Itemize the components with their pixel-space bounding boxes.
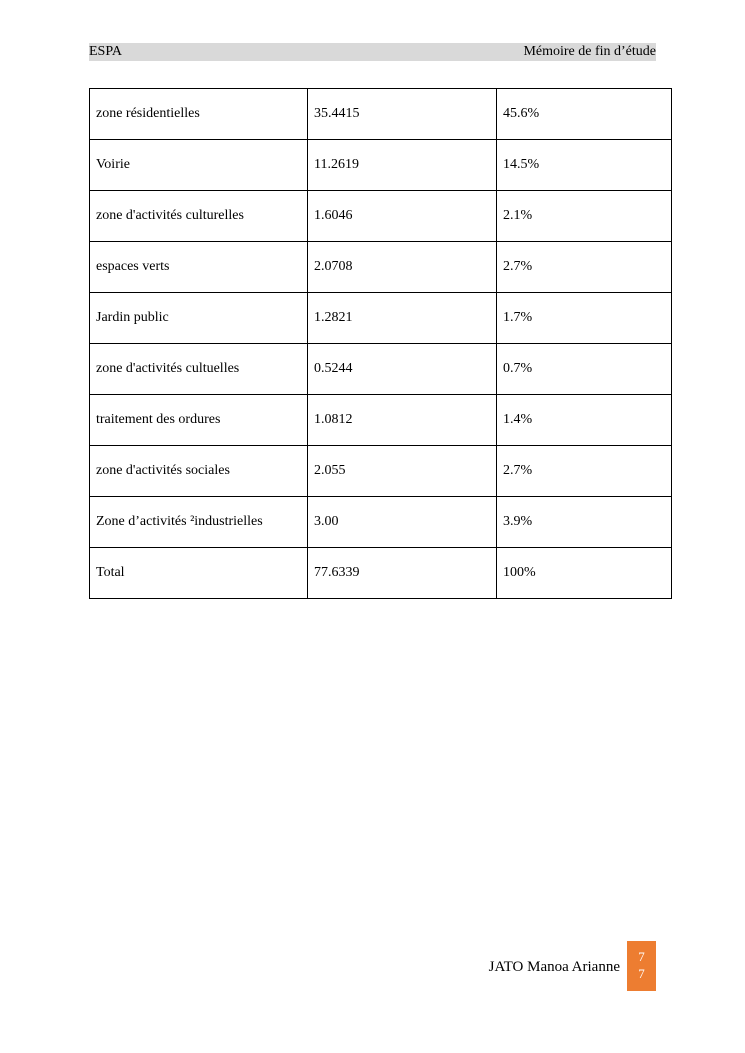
- table-row: [90, 242, 672, 293]
- row-area: 11.2619: [308, 140, 497, 191]
- table-total-row: [90, 548, 672, 599]
- row-percent: 1.4%: [497, 395, 672, 446]
- page-number-digit: 7: [638, 949, 645, 964]
- page-number-badge: [627, 941, 656, 991]
- header-document-title: Mémoire de fin d’étude: [523, 44, 656, 59]
- row-area: 2.0708: [308, 242, 497, 293]
- table-row: [90, 446, 672, 497]
- row-label: traitement des ordures: [90, 395, 308, 446]
- row-label: zone résidentielles: [90, 89, 308, 140]
- table-row: [90, 395, 672, 446]
- row-area: 0.5244: [308, 344, 497, 395]
- total-label: Total: [90, 548, 308, 599]
- row-label: zone d'activités cultuelles: [90, 344, 308, 395]
- table-row: [90, 191, 672, 242]
- table-row: [90, 344, 672, 395]
- row-label: zone d'activités culturelles: [90, 191, 308, 242]
- row-percent: 45.6%: [497, 89, 672, 140]
- page-header: [89, 43, 656, 61]
- row-area: 1.6046: [308, 191, 497, 242]
- header-school: ESPA: [89, 44, 122, 59]
- row-percent: 0.7%: [497, 344, 672, 395]
- page-number-digit: 7: [638, 966, 645, 981]
- row-area: 1.0812: [308, 395, 497, 446]
- row-percent: 2.7%: [497, 446, 672, 497]
- row-percent: 2.1%: [497, 191, 672, 242]
- row-label: Voirie: [90, 140, 308, 191]
- row-area: 2.055: [308, 446, 497, 497]
- row-percent: 2.7%: [497, 242, 672, 293]
- total-percent: 100%: [497, 548, 672, 599]
- row-percent: 1.7%: [497, 293, 672, 344]
- row-label: Zone d’activités ²industrielles: [90, 497, 308, 548]
- row-label: Jardin public: [90, 293, 308, 344]
- row-area: 3.00: [308, 497, 497, 548]
- table-row: [90, 497, 672, 548]
- footer-author: JATO Manoa Arianne: [488, 959, 620, 975]
- row-label: zone d'activités sociales: [90, 446, 308, 497]
- table-row: [90, 140, 672, 191]
- table-row: [90, 293, 672, 344]
- row-area: 1.2821: [308, 293, 497, 344]
- total-area: 77.6339: [308, 548, 497, 599]
- row-percent: 14.5%: [497, 140, 672, 191]
- table-row: [90, 89, 672, 140]
- row-label: espaces verts: [90, 242, 308, 293]
- row-percent: 3.9%: [497, 497, 672, 548]
- land-use-table: [89, 88, 672, 599]
- row-area: 35.4415: [308, 89, 497, 140]
